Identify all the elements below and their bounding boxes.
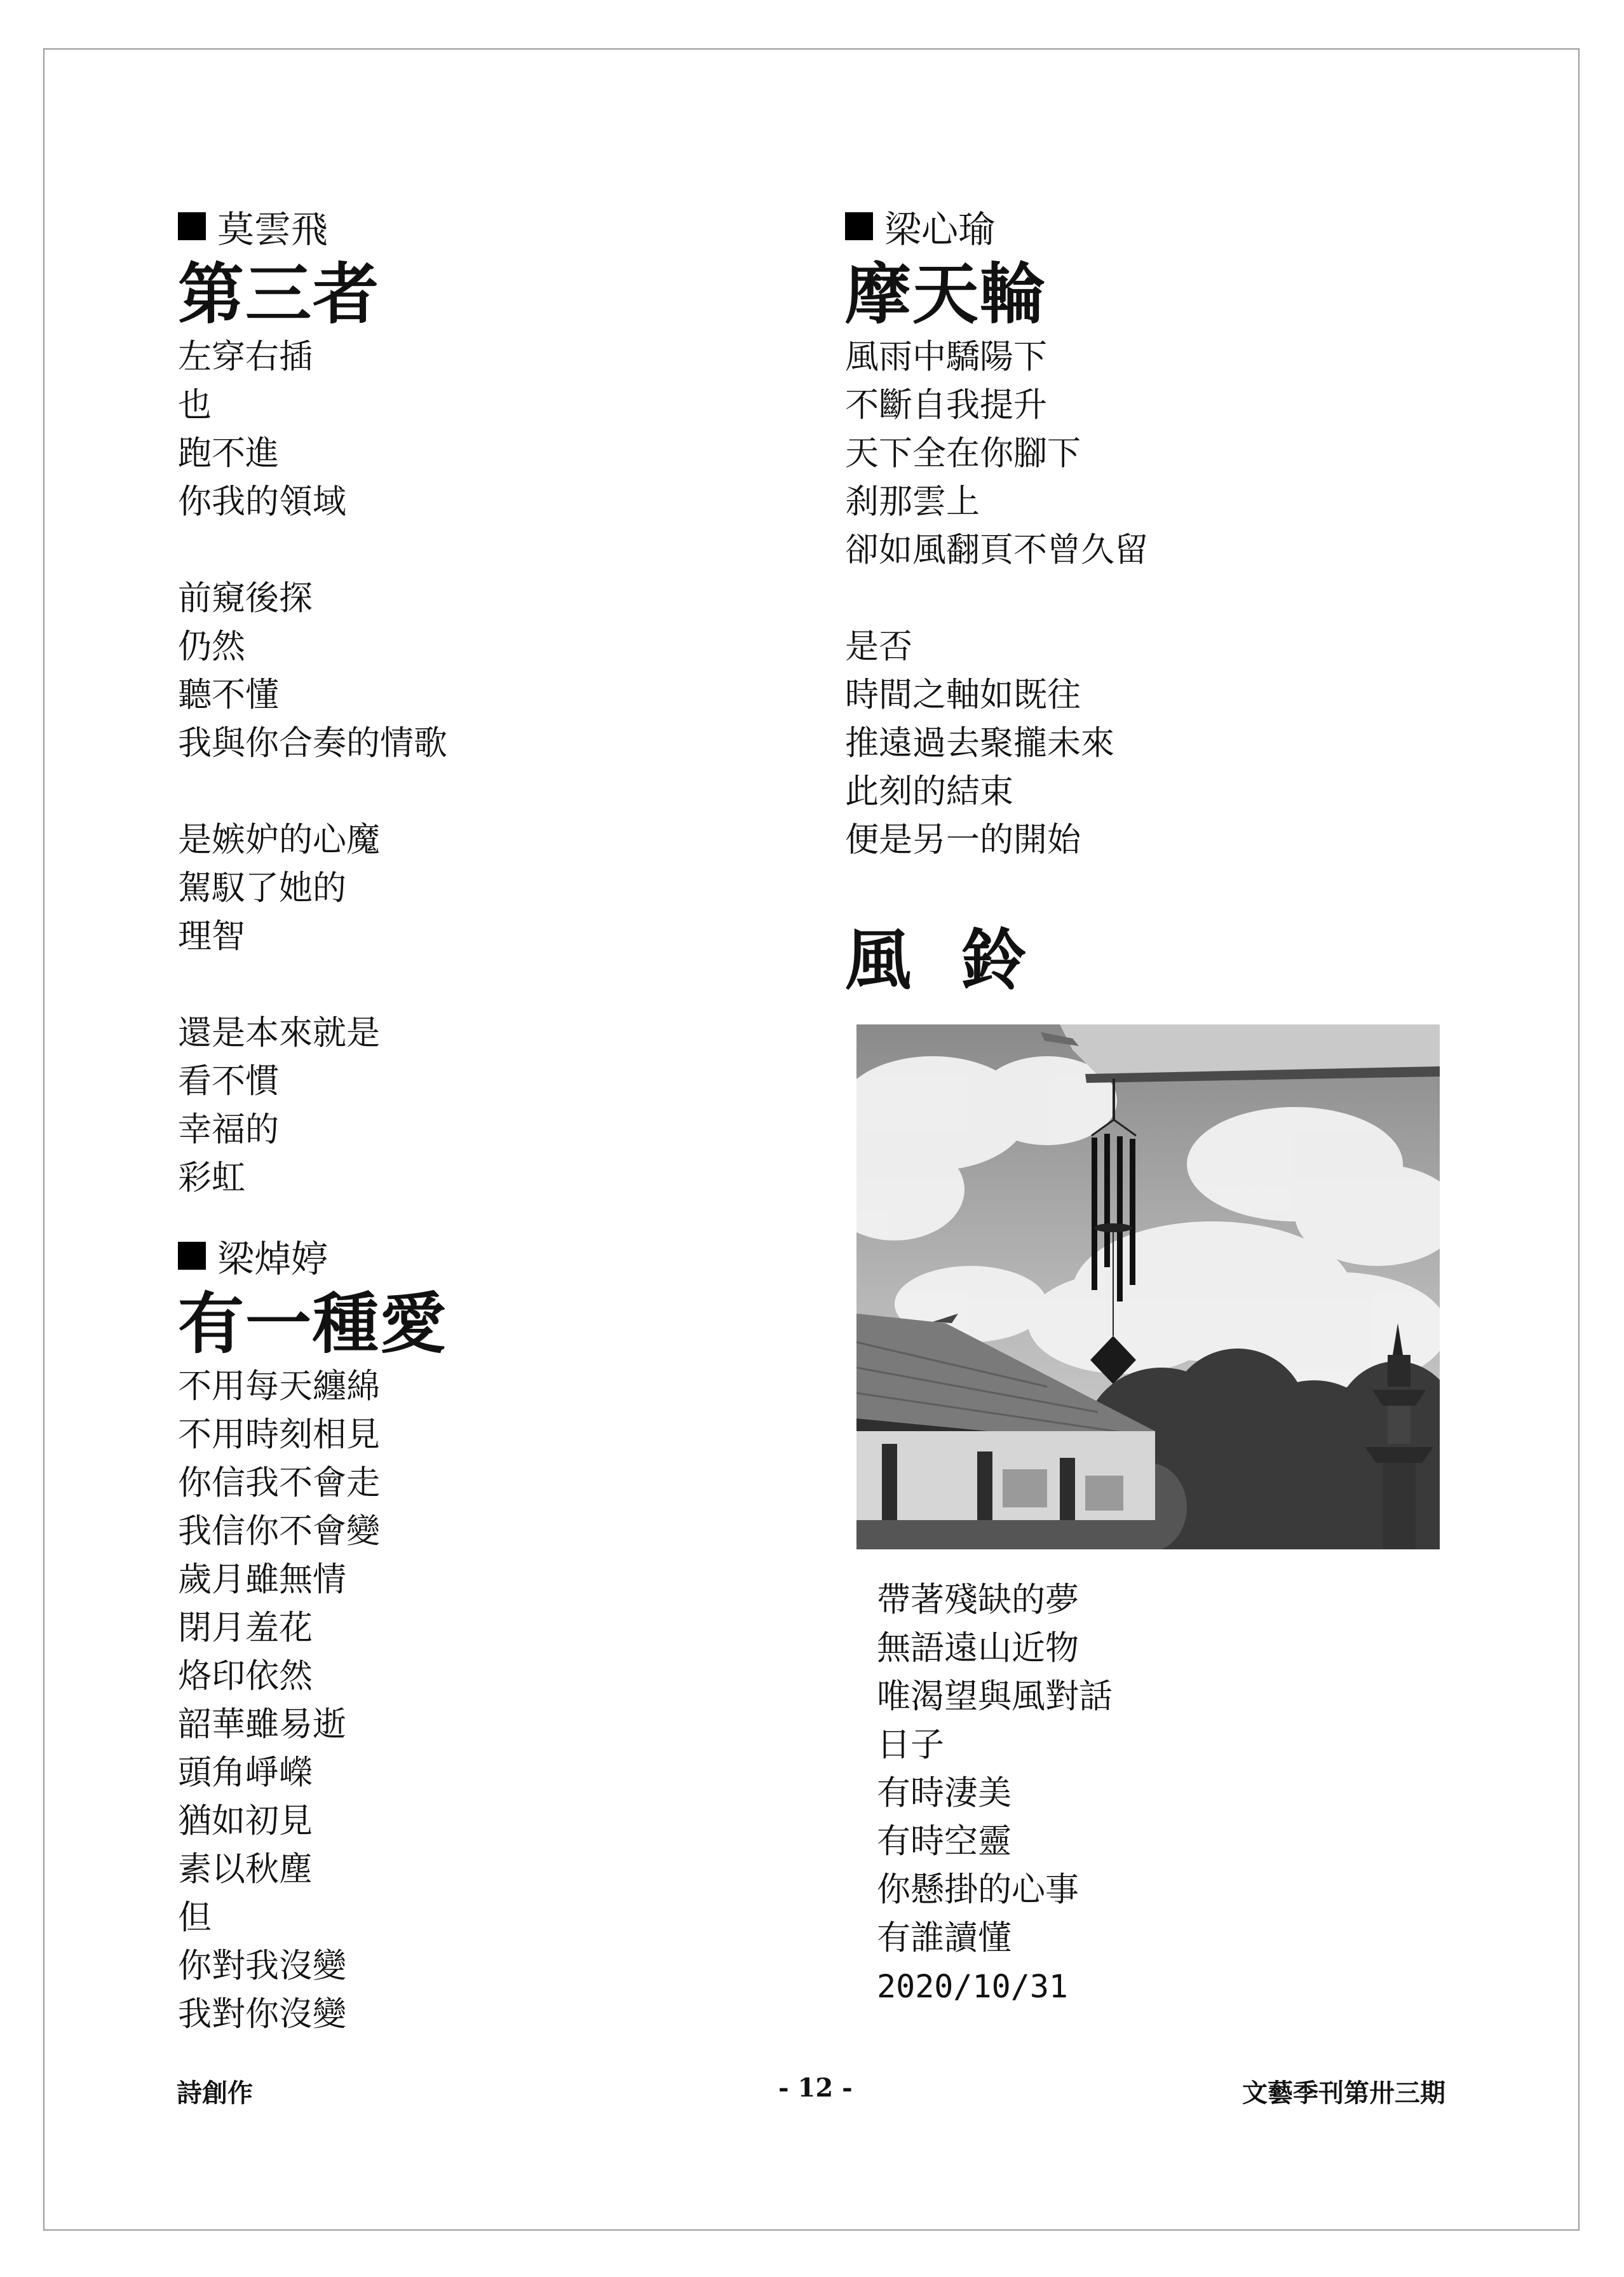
poem-title: 有一種愛 xyxy=(178,1284,448,1363)
author-name: 梁焯婷 xyxy=(217,1237,328,1281)
poem-line: 幸福的 xyxy=(178,1110,279,1149)
poem-line: 頭角崢嶸 xyxy=(178,1753,313,1792)
poem-line: 你我的領域 xyxy=(178,482,346,521)
poem-line: 韶華雖易逝 xyxy=(178,1705,346,1744)
poem-body xyxy=(845,333,1480,864)
right-column xyxy=(845,197,1480,999)
author-name: 莫雲飛 xyxy=(217,208,328,251)
stanza-gap xyxy=(178,526,813,574)
poem-line: 左穿右插 xyxy=(178,337,313,376)
poem-line: 還是本來就是 xyxy=(178,1014,380,1052)
poem-line: 時間之軸如既往 xyxy=(845,676,1081,714)
black-square-icon xyxy=(178,212,206,240)
poem-line: 我對你沒變 xyxy=(178,1995,346,2034)
black-square-icon xyxy=(178,1242,206,1270)
wind-chime-poem-body xyxy=(877,1576,1449,2011)
poem-line: 前窺後探 xyxy=(178,579,313,618)
page-number: - 12 - xyxy=(778,2073,853,2103)
author-liang-zhuoting xyxy=(178,1227,813,1285)
poem-line: 素以秋塵 xyxy=(178,1850,313,1889)
stanza-gap xyxy=(845,574,1480,623)
poem-line: 你對我沒變 xyxy=(178,1947,346,1985)
poem-line: 帶著殘缺的夢 xyxy=(877,1580,1079,1619)
poem-line: 有誰讀懂 xyxy=(877,1919,1012,1957)
poem-line: 閉月羞花 xyxy=(178,1608,313,1647)
poem-line: 看不慣 xyxy=(178,1062,279,1101)
author-name: 梁心瑜 xyxy=(884,208,996,251)
poem-line: 是嫉妒的心魔 xyxy=(178,820,380,859)
poem-line: 是否 xyxy=(845,627,912,666)
footer-section: 詩創作 xyxy=(177,2079,253,2108)
poem-line: 駕馭了她的 xyxy=(178,869,346,907)
wind-chime-photo xyxy=(856,1024,1440,1549)
poem-line: 天下全在你腳下 xyxy=(845,434,1081,473)
author-mo-yunfei xyxy=(178,197,813,255)
poem-line: 不斷自我提升 xyxy=(845,386,1047,425)
poem-line: 烙印依然 xyxy=(178,1657,313,1696)
left-column xyxy=(178,197,813,2039)
poem-title: 風 鈴 xyxy=(845,921,1029,999)
poem-line: 推遠過去聚攏未來 xyxy=(845,724,1114,763)
poem-line: 你信我不會走 xyxy=(178,1464,380,1502)
black-square-icon xyxy=(845,212,873,240)
poem-line: 日子 xyxy=(877,1725,944,1764)
poem-line: 跑不進 xyxy=(178,434,279,473)
poem-line: 不用每天纏綿 xyxy=(178,1367,380,1406)
author-liang-xinyu xyxy=(845,197,1480,255)
poem-line: 我與你合奏的情歌 xyxy=(178,724,447,763)
stanza-gap xyxy=(178,768,813,816)
poem-line: 仍然 xyxy=(178,627,245,666)
footer-journal: 文藝季刊第卅三期 xyxy=(1242,2079,1445,2108)
poem-line: 理智 xyxy=(178,917,245,956)
poem-line: 唯渴望與風對話 xyxy=(877,1677,1113,1716)
poem-line: 此刻的結束 xyxy=(845,772,1013,811)
poem-line: 不用時刻相見 xyxy=(178,1415,380,1454)
poem-line: 卻如風翻頁不曾久留 xyxy=(845,531,1148,569)
poem-line: 便是另一的開始 xyxy=(845,820,1081,859)
poem-line: 歲月雖無情 xyxy=(178,1560,346,1599)
poem-title: 第三者 xyxy=(178,255,381,333)
poem-title: 摩天輪 xyxy=(845,255,1048,333)
poem-line: 無語遠山近物 xyxy=(877,1629,1079,1668)
poem-line: 猶如初見 xyxy=(178,1802,313,1840)
poem-date: 2020/10/31 xyxy=(877,1968,1069,2005)
poem-line: 我信你不會變 xyxy=(178,1512,380,1551)
poem-line: 聽不懂 xyxy=(178,676,279,714)
poem-body xyxy=(178,1363,813,2039)
stanza-gap xyxy=(178,961,813,1009)
poem-body xyxy=(178,333,813,1202)
poem-line: 有時淒美 xyxy=(877,1774,1012,1812)
poem-line: 彩虹 xyxy=(178,1159,245,1197)
poem-line: 風雨中驕陽下 xyxy=(845,337,1047,376)
poem-line: 有時空靈 xyxy=(877,1822,1012,1861)
poem-line: 刹那雲上 xyxy=(845,482,980,521)
poem-line: 你懸掛的心事 xyxy=(877,1870,1079,1909)
poem-line: 也 xyxy=(178,386,212,425)
poem-line: 但 xyxy=(178,1898,212,1937)
wind-chime-illustration xyxy=(856,1024,1440,1549)
